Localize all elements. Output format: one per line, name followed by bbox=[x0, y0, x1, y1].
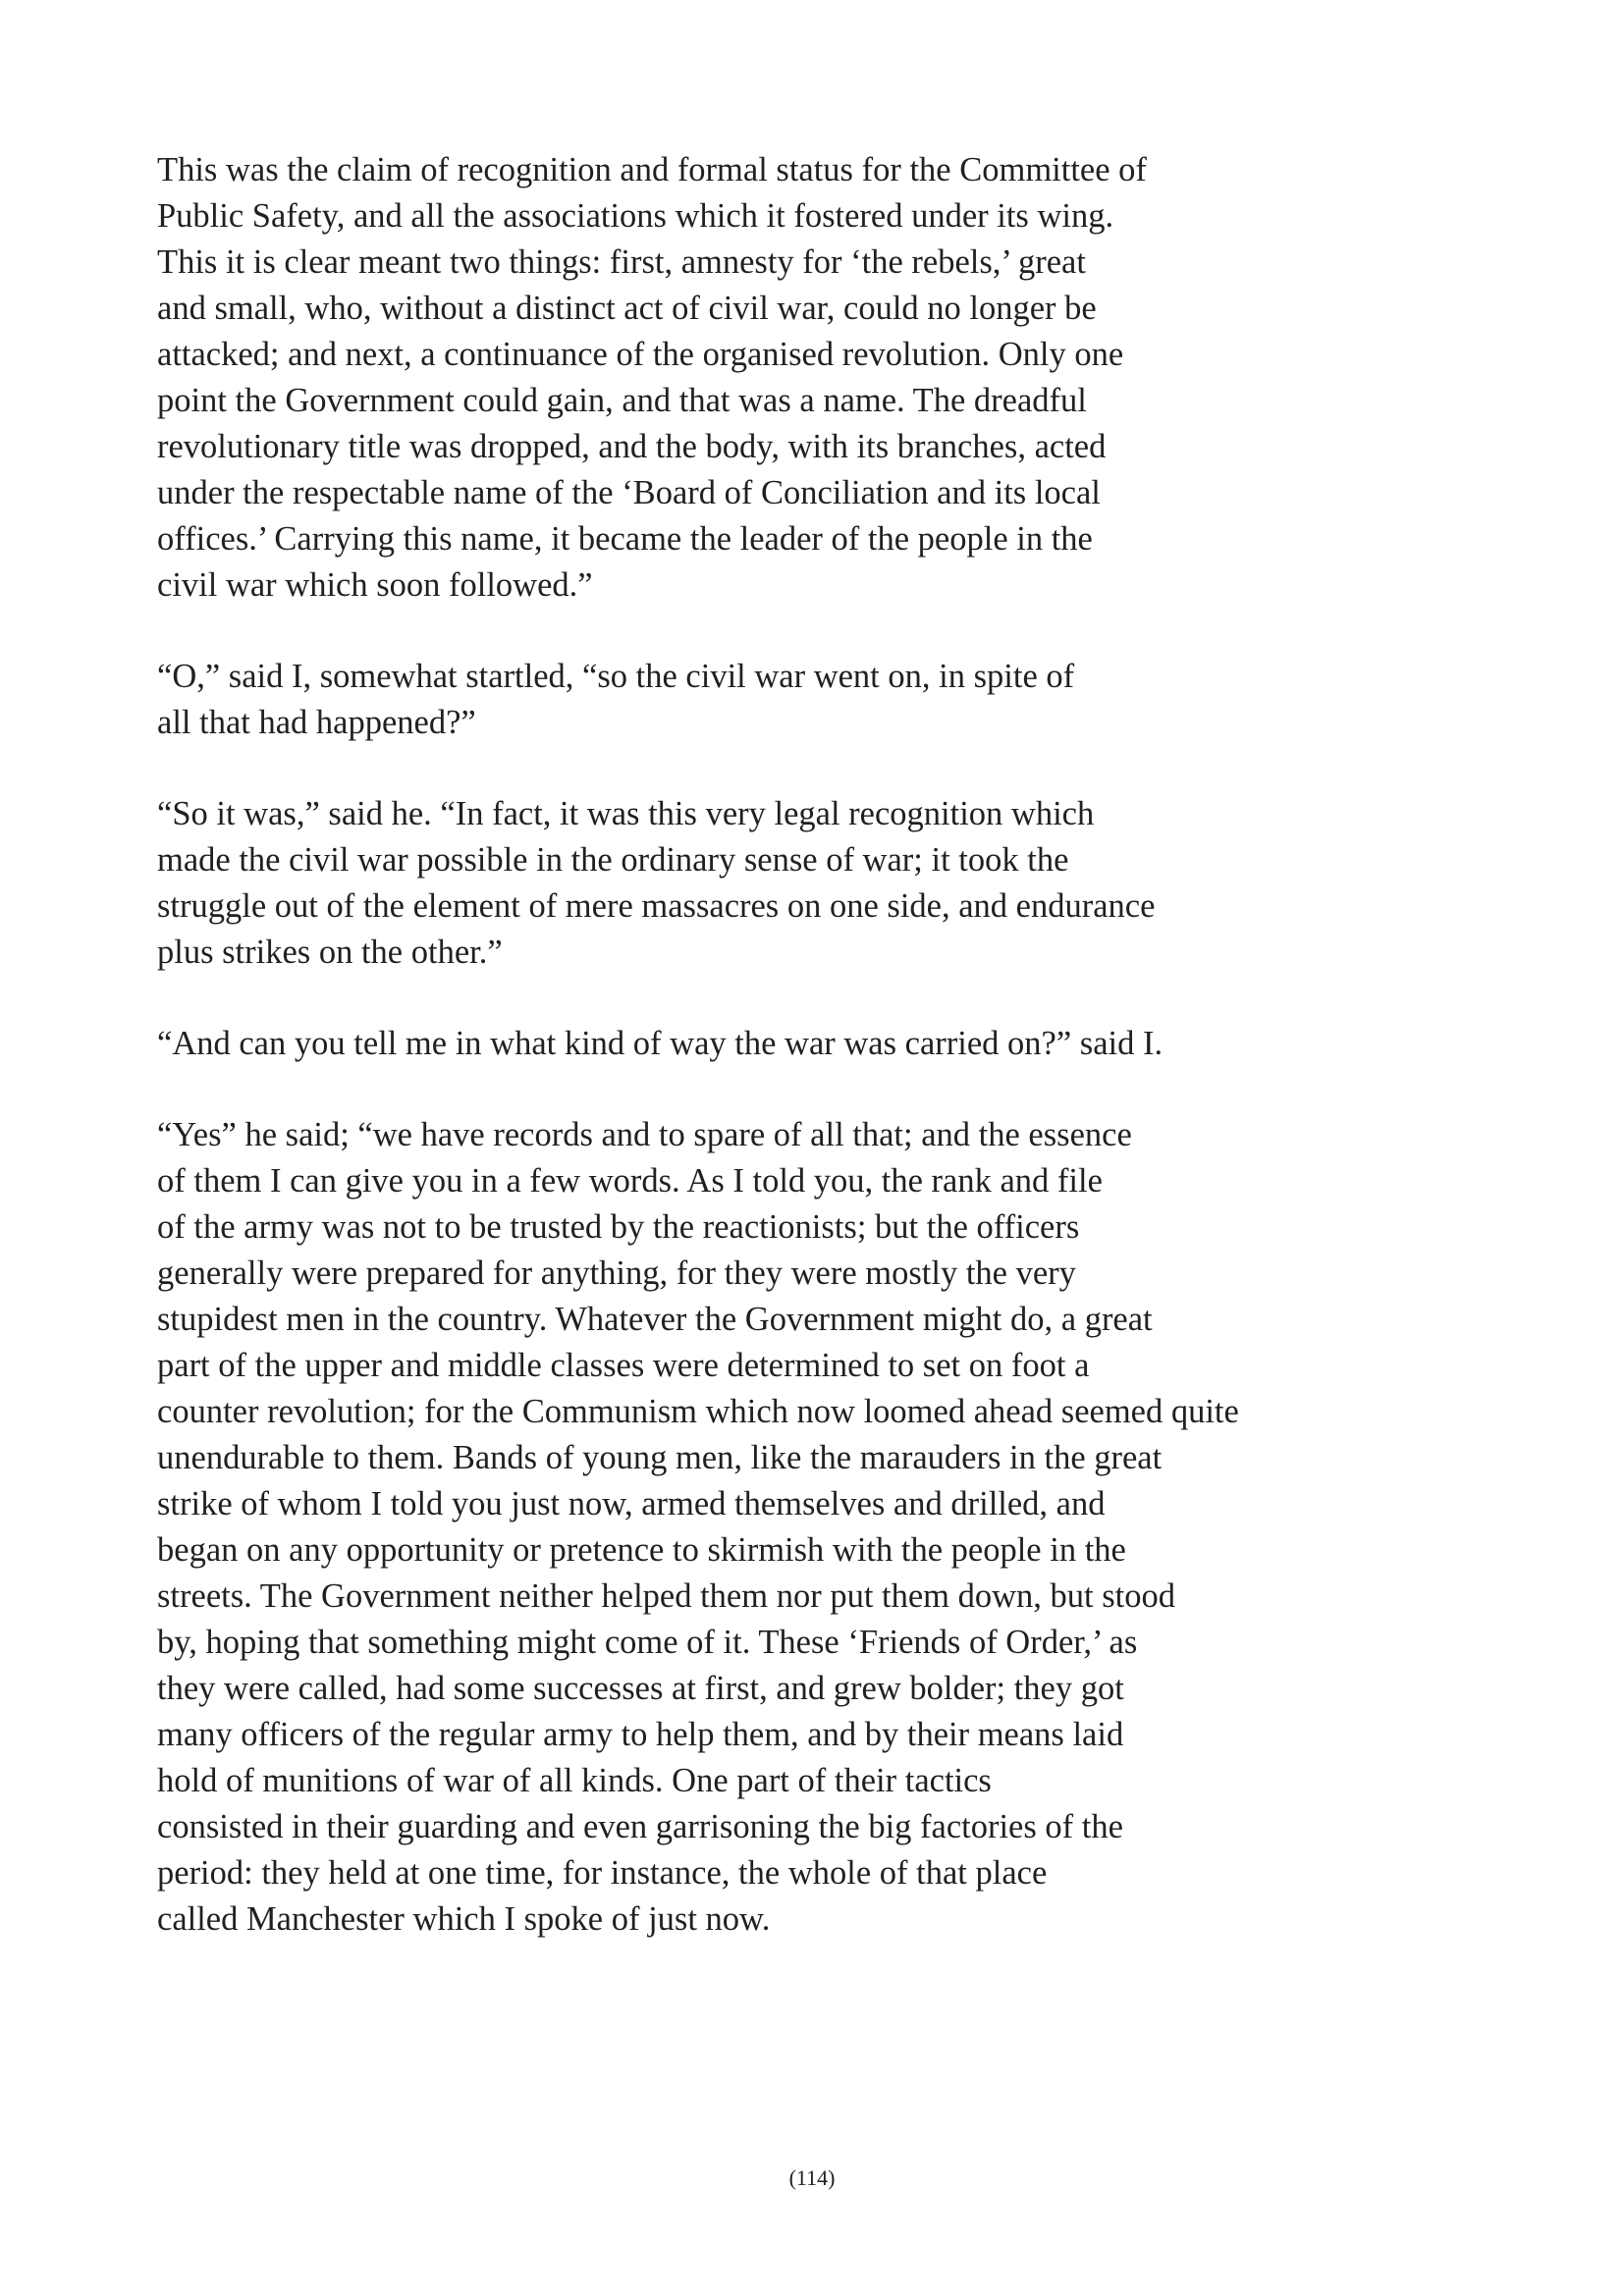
paragraph-4 bbox=[157, 1021, 1434, 1067]
text-line: under the respectable name of the ‘Board of Conciliation and its local bbox=[157, 474, 1101, 511]
text-line: many officers of the regular army to help them, and by their means laid bbox=[157, 1716, 1124, 1753]
text-line: Public Safety, and all the associations which it fostered under its wing. bbox=[157, 197, 1114, 235]
text-line: streets. The Government neither helped them nor put them down, but stood bbox=[157, 1577, 1176, 1615]
text-line: part of the upper and middle classes were determined to set on foot a bbox=[157, 1347, 1090, 1384]
text-line: plus strikes on the other.” bbox=[157, 934, 503, 971]
text-line: “O,” said I, somewhat startled, “so the civil war went on, in spite of bbox=[157, 658, 1075, 695]
text-line: period: they held at one time, for instance, the whole of that place bbox=[157, 1854, 1048, 1892]
page-body bbox=[157, 147, 1434, 1988]
text-line: civil war which soon followed.” bbox=[157, 566, 593, 604]
text-line: “So it was,” said he. “In fact, it was this very legal recognition which bbox=[157, 795, 1095, 832]
text-line: This was the claim of recognition and formal status for the Committee of bbox=[157, 151, 1147, 188]
text-line: This it is clear meant two things: first, amnesty for ‘the rebels,’ great bbox=[157, 243, 1086, 281]
paragraph-1 bbox=[157, 147, 1434, 609]
text-line: struggle out of the element of mere massacres on one side, and endurance bbox=[157, 887, 1156, 925]
text-line: they were called, had some successes at first, and grew bolder; they got bbox=[157, 1670, 1124, 1707]
paragraph-2 bbox=[157, 654, 1434, 746]
text-line: by, hoping that something might come of it. These ‘Friends of Order,’ as bbox=[157, 1624, 1138, 1661]
text-line: stupidest men in the country. Whatever the Government might do, a great bbox=[157, 1301, 1153, 1338]
text-line: made the civil war possible in the ordinary sense of war; it took the bbox=[157, 841, 1069, 879]
text-line: “Yes” he said; “we have records and to spare of all that; and the essence bbox=[157, 1116, 1132, 1153]
text-line: all that had happened?” bbox=[157, 704, 476, 741]
text-line: revolutionary title was dropped, and the body, with its branches, acted bbox=[157, 428, 1107, 465]
paragraph-3 bbox=[157, 791, 1434, 976]
paragraph-5 bbox=[157, 1112, 1434, 1943]
text-line: “And can you tell me in what kind of way the war was carried on?” said I. bbox=[157, 1025, 1164, 1062]
page-number: (114) bbox=[788, 2165, 836, 2190]
text-line: point the Government could gain, and that was a name. The dreadful bbox=[157, 382, 1087, 419]
text-line: called Manchester which I spoke of just now. bbox=[157, 1900, 771, 1938]
text-line: strike of whom I told you just now, armed themselves and drilled, and bbox=[157, 1485, 1106, 1522]
text-line: counter revolution; for the Communism which now loomed ahead seemed quite bbox=[157, 1393, 1239, 1430]
text-line: began on any opportunity or pretence to skirmish with the people in the bbox=[157, 1531, 1126, 1569]
text-line: hold of munitions of war of all kinds. One part of their tactics bbox=[157, 1762, 992, 1799]
text-line: and small, who, without a distinct act of civil war, could no longer be bbox=[157, 290, 1097, 327]
text-line: of them I can give you in a few words. As I told you, the rank and file bbox=[157, 1162, 1103, 1200]
text-line: unendurable to them. Bands of young men, like the marauders in the great bbox=[157, 1439, 1163, 1476]
text-line: of the army was not to be trusted by the reactionists; but the officers bbox=[157, 1208, 1080, 1246]
text-line: consisted in their guarding and even garrisoning the big factories of the bbox=[157, 1808, 1123, 1845]
text-line: generally were prepared for anything, for they were mostly the very bbox=[157, 1255, 1076, 1292]
text-line: attacked; and next, a continuance of the organised revolution. Only one bbox=[157, 336, 1124, 373]
text-line: offices.’ Carrying this name, it became the leader of the people in the bbox=[157, 520, 1093, 558]
